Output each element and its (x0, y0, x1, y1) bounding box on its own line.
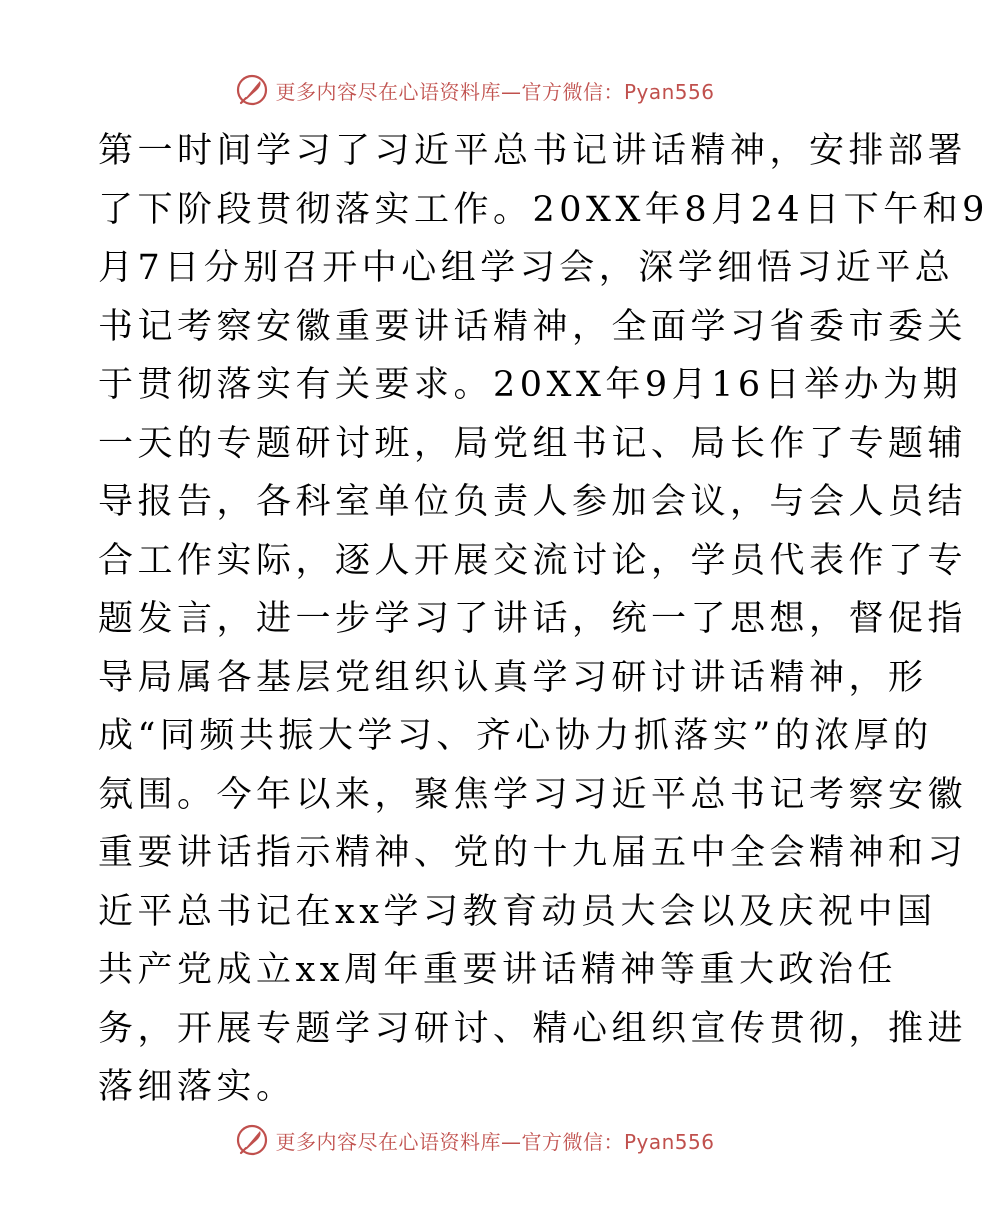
header-banner (0, 68, 950, 112)
paragraph-line: 题发言，进一步学习了讲话，统一了思想，督促指 (98, 599, 968, 639)
paragraph-line: 氛围。今年以来，聚焦学习习近平总书记考察安徽 (98, 774, 968, 815)
banner-dash: — (500, 79, 522, 104)
footer-banner (0, 1118, 950, 1162)
document-body (98, 122, 989, 1117)
banner-text (275, 1126, 714, 1155)
paragraph-line: 导报告，各科室单位负责人参加会议，与会人员结 (98, 482, 968, 522)
wechat-id: 官方微信：Pyan556 (521, 1129, 715, 1154)
quill-pen-logo-icon (235, 1123, 269, 1157)
paragraph-line: 合工作实际，逐人开展交流讨论，学员代表作了专 (98, 540, 968, 581)
paragraph-line: 月7日分别召开中心组学习会，深学细悟习近平总 (98, 248, 955, 288)
site-name: 更多内容尽在心语资料库 (275, 79, 501, 104)
paragraph-line: 书记考察安徽重要讲话精神，全面学习省委市委关 (98, 306, 968, 347)
paragraph-line: 近平总书记在xx学习教育动员大会以及庆祝中国 (98, 891, 937, 932)
wechat-id: 官方微信：Pyan556 (521, 79, 715, 104)
site-name: 更多内容尽在心语资料库 (275, 1129, 501, 1154)
paragraph-line: 第一时间学习了习近平总书记讲话精神，安排部署 (98, 131, 968, 171)
paragraph-line: 于贯彻落实有关要求。20XX年9月16日举办为期 (98, 365, 963, 405)
paragraph-line: 重要讲话指示精神、党的十九届五中全会精神和习 (98, 833, 968, 873)
paragraph-line: 务，开展专题学习研讨、精心组织宣传贯彻，推进 (98, 1008, 968, 1049)
paragraph-line: 共产党成立xx周年重要讲话精神等重大政治任 (98, 950, 897, 990)
quill-pen-logo-icon (235, 73, 269, 107)
paragraph-line: 导局属各基层党组织认真学习研讨讲话精神，形 (98, 657, 928, 698)
banner-dash: — (500, 1129, 522, 1154)
paragraph-line: 一天的专题研讨班，局党组书记、局长作了专题辅 (98, 423, 968, 464)
paragraph-line: 落细落实。 (98, 1067, 296, 1107)
banner-text (275, 76, 714, 105)
paragraph-line: 成“同频共振大学习、齐心协力抓落实”的浓厚的 (98, 716, 933, 756)
paragraph-line: 了下阶段贯彻落实工作。20XX年8月24日下午和9 (98, 189, 989, 230)
